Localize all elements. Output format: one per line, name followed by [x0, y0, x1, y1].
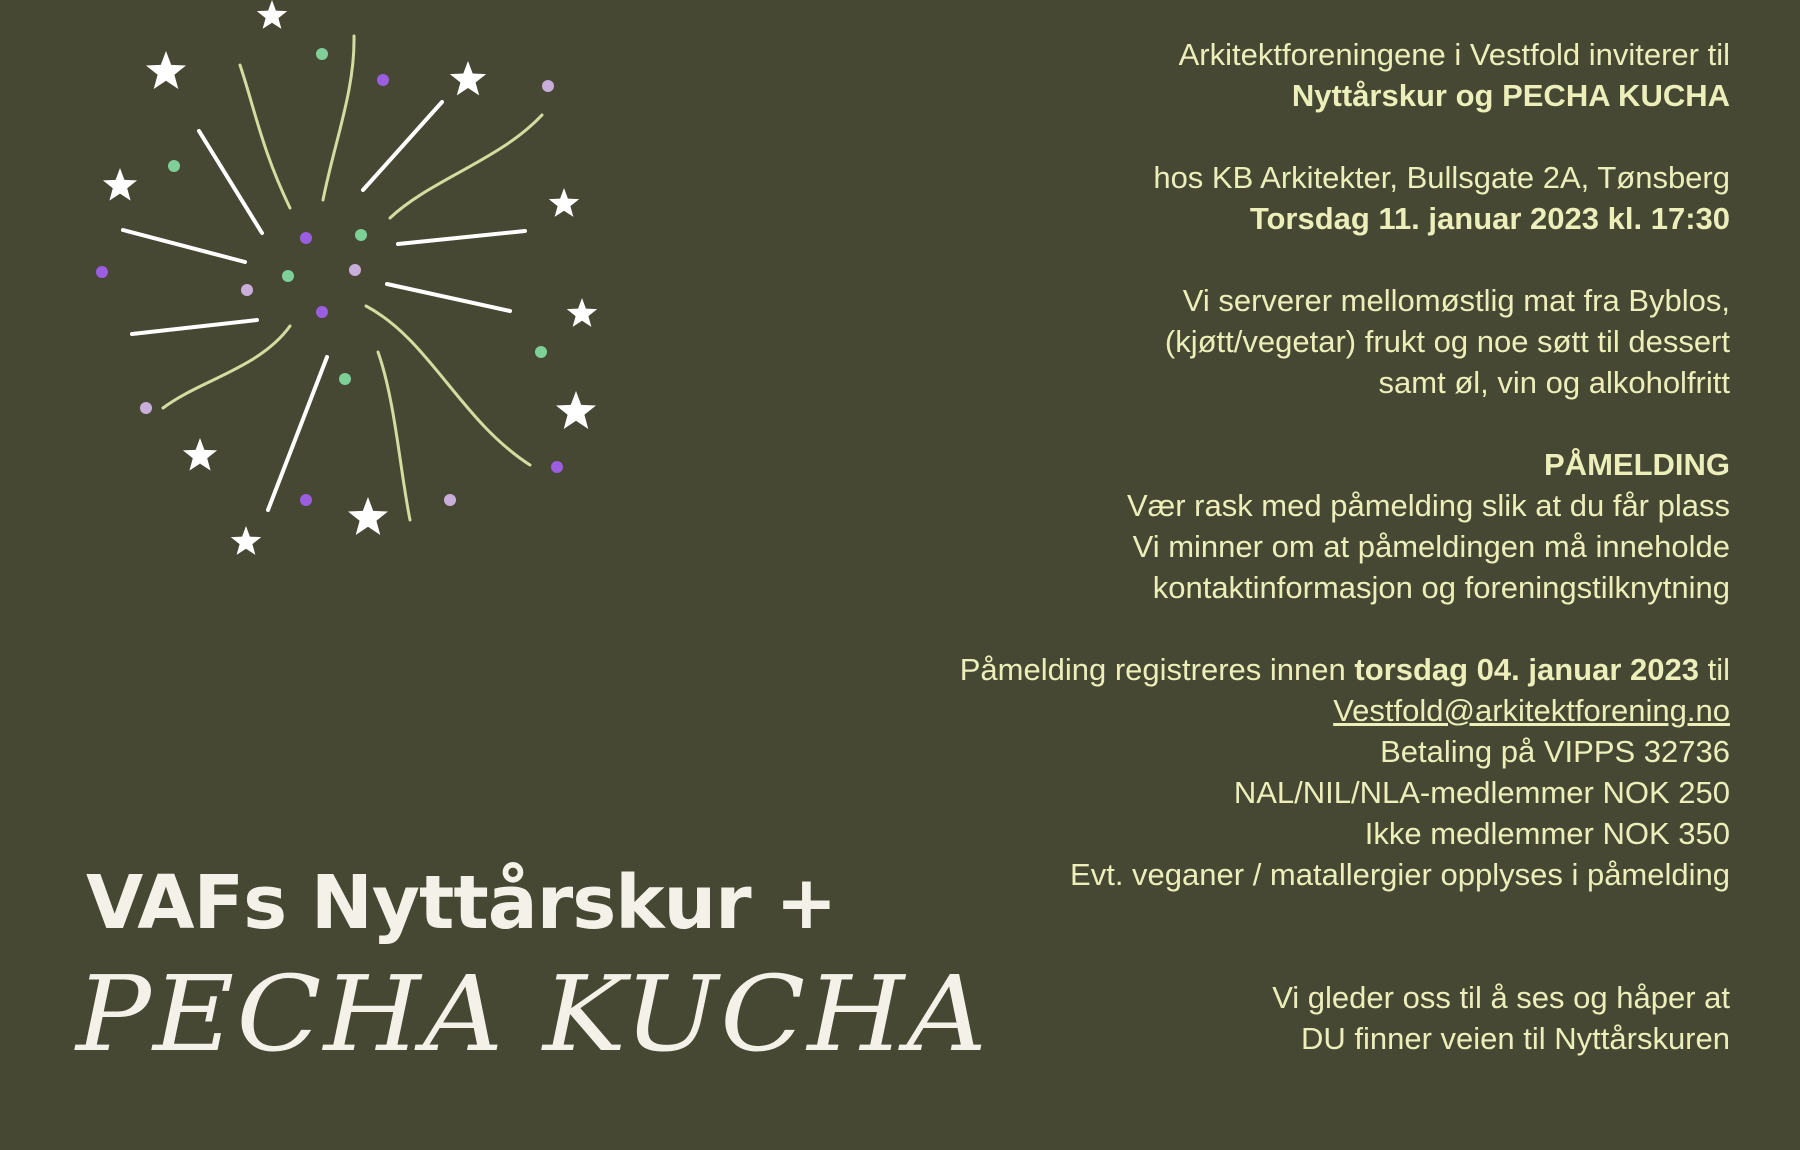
firework-dot: [300, 494, 312, 506]
firework-dot: [96, 266, 108, 278]
firework-ray: [398, 231, 525, 244]
venue-line: hos KB Arkitekter, Bullsgate 2A, Tønsberg: [1153, 160, 1730, 195]
email-link[interactable]: Vestfold@arkitektforening.no: [1333, 693, 1730, 728]
firework-dot: [542, 80, 554, 92]
event-title: Nyttårskur og PECHA KUCHA: [1291, 78, 1730, 113]
firework-dot: [316, 48, 328, 60]
deadline-line: Påmelding registreres innen torsdag 04. januar 2023 til: [959, 652, 1730, 687]
firework-ray: [240, 65, 290, 208]
star-icon: [257, 0, 287, 29]
firework-dot: [444, 494, 456, 506]
star-icon: [348, 497, 388, 535]
star-icon: [556, 391, 596, 429]
firework-dot: [316, 306, 328, 318]
firework-ray: [378, 352, 410, 520]
signup-line: kontaktinformasjon og foreningstilknytning: [1152, 570, 1730, 605]
pecha-kucha-title: PECHA KUCHA: [76, 953, 990, 1075]
firework-ray: [163, 326, 290, 408]
star-icon: [183, 438, 217, 471]
firework-dot: [300, 232, 312, 244]
diet-note: Evt. veganer / matallergier opplyses i påmelding: [1070, 857, 1730, 892]
firework-dot: [140, 402, 152, 414]
deadline-date: torsdag 04. januar 2023: [1354, 652, 1699, 687]
firework-ray: [123, 230, 245, 262]
price-members: NAL/NIL/NLA-medlemmer NOK 250: [1233, 775, 1730, 810]
firework-dot: [551, 461, 563, 473]
payment-line: Betaling på VIPPS 32736: [1380, 734, 1730, 769]
star-icon: [103, 168, 137, 201]
headline: VAFs Nyttårskur +: [86, 860, 837, 946]
star-icon: [231, 526, 261, 555]
firework-dot: [339, 373, 351, 385]
star-icon: [450, 61, 486, 95]
signup-line: Vær rask med påmelding slik at du får plass: [1126, 488, 1730, 523]
invitation-text: [730, 34, 1730, 1059]
closing-line: Vi gleder oss til å ses og håper at: [1272, 980, 1730, 1015]
food-line: samt øl, vin og alkoholfritt: [1378, 365, 1730, 400]
closing-line: DU finner veien til Nyttårskuren: [1301, 1021, 1730, 1056]
firework-ray: [132, 320, 257, 334]
firework-ray: [323, 36, 354, 200]
firework-dot: [282, 270, 294, 282]
star-icon: [146, 51, 186, 89]
firework-dot: [349, 264, 361, 276]
food-line: (kjøtt/vegetar) frukt og noe søtt til dessert: [1164, 324, 1730, 359]
signup-heading: PÅMELDING: [1544, 447, 1730, 482]
firework-ray: [363, 102, 442, 190]
firework-dot: [377, 74, 389, 86]
star-icon: [549, 188, 579, 217]
event-datetime: Torsdag 11. januar 2023 kl. 17:30: [1249, 201, 1730, 236]
star-icon: [567, 298, 597, 327]
firework-ray: [268, 357, 327, 510]
firework-ray: [390, 115, 542, 218]
signup-line: Vi minner om at påmeldingen må inneholde: [1132, 529, 1730, 564]
firework-ray: [387, 284, 510, 311]
intro-line: Arkitektforeningene i Vestfold inviterer til: [1178, 37, 1730, 72]
food-line: Vi serverer mellomøstlig mat fra Byblos,: [1182, 283, 1730, 318]
price-nonmembers: Ikke medlemmer NOK 350: [1364, 816, 1730, 851]
firework-icon: [0, 0, 640, 580]
firework-ray: [366, 306, 530, 465]
firework-dot: [535, 346, 547, 358]
firework-dot: [168, 160, 180, 172]
firework-dot: [355, 229, 367, 241]
firework-ray: [199, 131, 262, 233]
firework-dot: [241, 284, 253, 296]
